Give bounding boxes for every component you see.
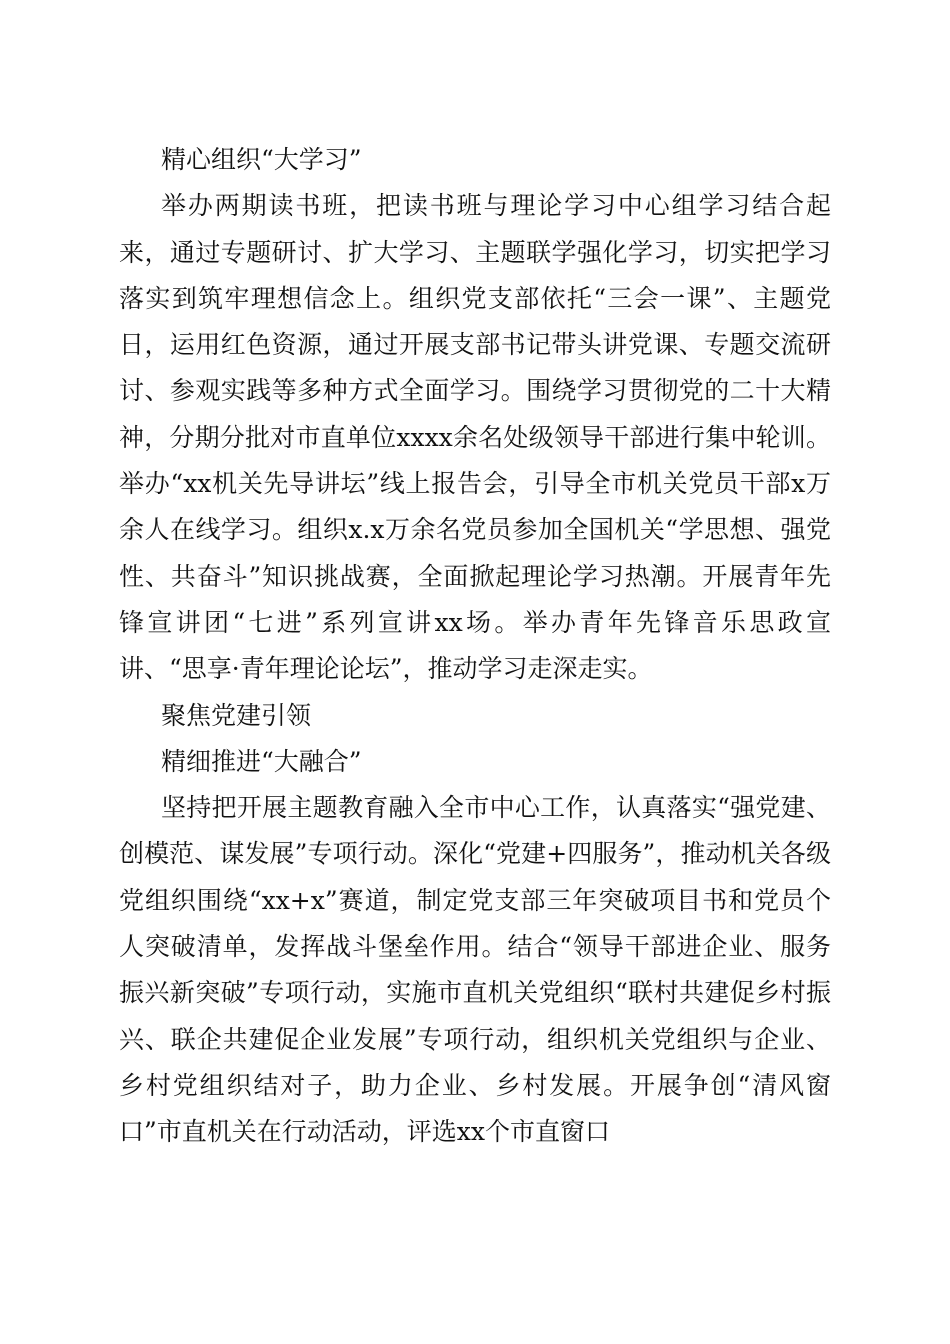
section-heading-party-building: 聚焦党建引领 <box>161 700 312 730</box>
paragraph-integration: 坚持把开展主题教育融入全市中心工作，认真落实“强党建、创模范、谋发展”专项行动。深化“党建+四服务”，推动机关各级党组织围绕“xx+x”赛道，制定党支部三年突破项目书和党员个人突破清单，发挥战斗堡垒作用。结合“领导干部进企业、服务振兴新突破”专项行动，实施市直机关党组织“联村共建促乡村振兴、联企共建促企业发展”专项行动，组织机关党组织与企业、乡村党组织结对子，助力企业、乡村发展。开展争创“清风窗口”市直机关在行动活动，评选xx个市直窗口 <box>119 793 831 1147</box>
document-page <box>119 137 831 1156</box>
section-heading-study: 精心组织“大学习” <box>161 145 362 174</box>
paragraph-study: 举办两期读书班，把读书班与理论学习中心组学习结合起来，通过专题研讨、扩大学习、主题联学强化学习，切实把学习落实到筑牢理想信念上。组织党支部依托“三会一课”、主题党日，运用红色资源，通过开展支部书记带头讲党课、专题交流研讨、参观实践等多种方式全面学习。围绕学习贯彻党的二十大精神，分期分批对市直单位xxxx余名处级领导干部进行集中轮训。举办“xx机关先导讲坛”线上报告会，引导全市机关党员干部x万余人在线学习。组织x.x万余名党员参加全国机关“学思想、强党性、共奋斗”知识挑战赛，全面掀起理论学习热潮。开展青年先锋宣讲团“七进”系列宣讲xx场。举办青年先锋音乐思政宣讲、“思享·青年理论论坛”，推动学习走深走实。 <box>119 191 831 684</box>
section-heading-integration: 精细推进“大融合” <box>161 746 362 776</box>
